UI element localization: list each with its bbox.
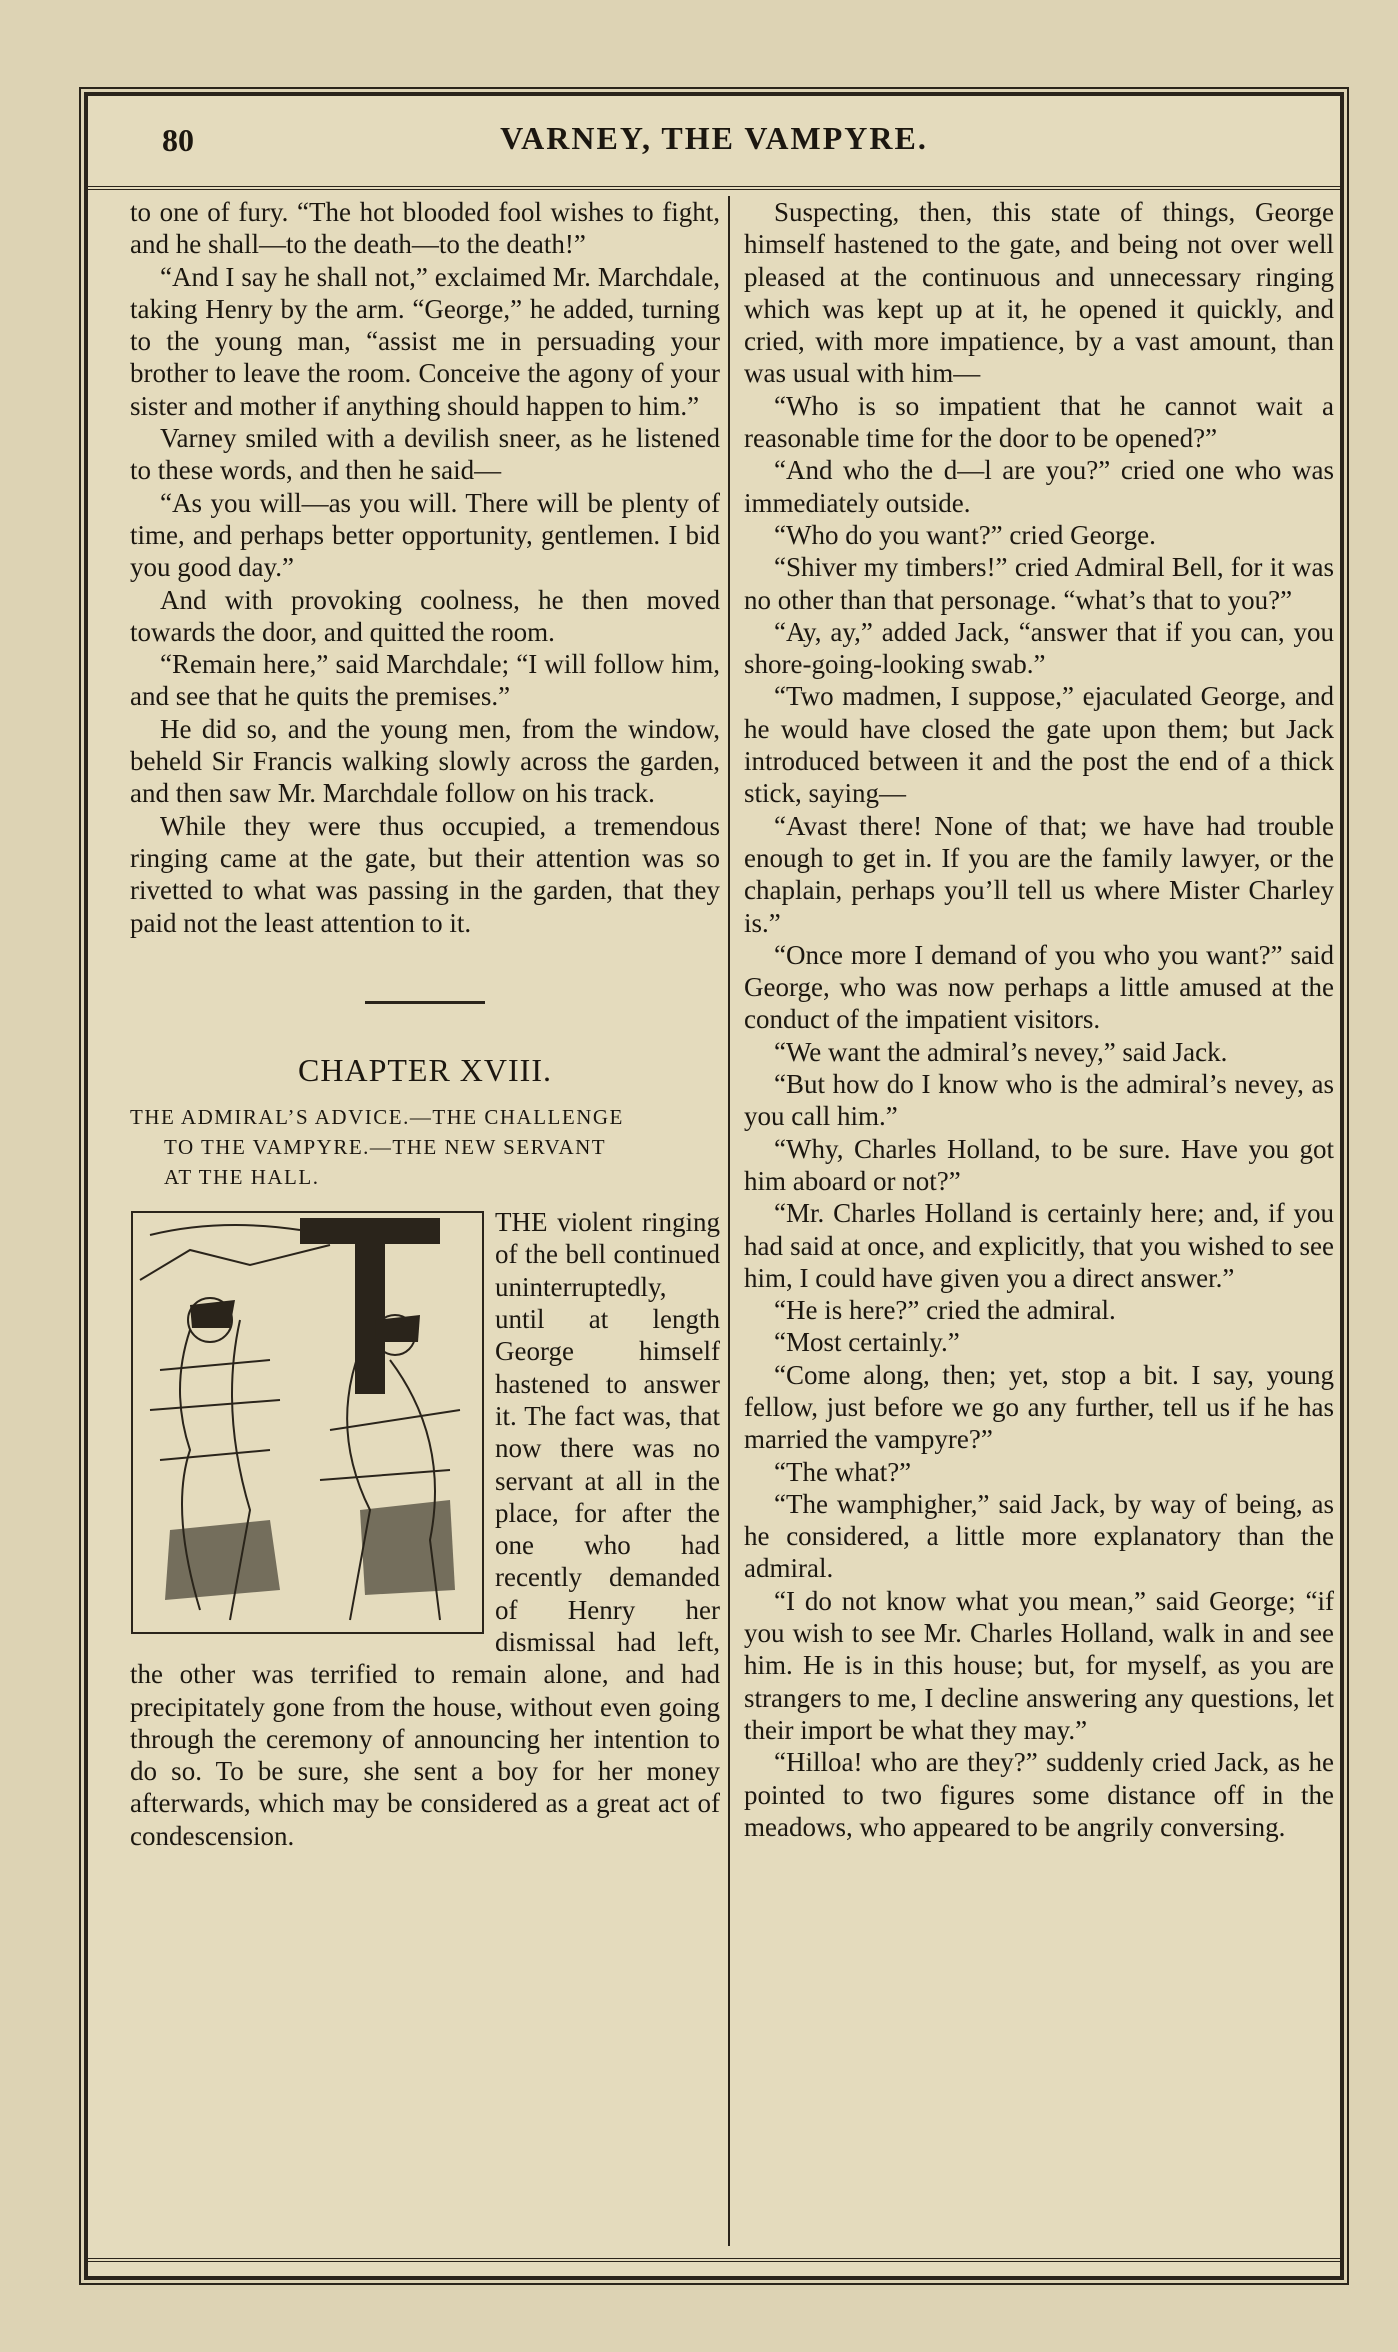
paragraph: “Shiver my timbers!” cried Admiral Bell, for it was no other than that personage. “what’s that to you?” bbox=[744, 552, 1334, 615]
paragraph: “Avast there! None of that; we have had trouble enough to get in. If you are the family lawyer, or the chaplain, perhaps you’ll tell us where Mister Charley is.” bbox=[744, 810, 1334, 938]
paragraph: While they were thus occupied, a tremendous ringing came at the gate, but their attention was so rivetted to what was passing in the garden, that they paid not the least attention to it. bbox=[130, 810, 720, 938]
paragraph: “And I say he shall not,” exclaimed Mr. Marchdale, taking Henry by the arm. “George,” he added, turning to the young man, “assist me in persuading your brother to leave the room. Conceive the agony of your sister and mother if anything should happen to him.” bbox=[130, 261, 720, 421]
paragraph: And with provoking coolness, he then moved towards the door, and quitted the room. bbox=[130, 584, 720, 647]
paragraph: “And who the d—l are you?” cried one who was immediately outside. bbox=[744, 455, 1334, 518]
woodcut-illustration bbox=[130, 1210, 485, 1635]
paragraph: “The what?” bbox=[774, 1456, 912, 1487]
paragraph: “Come along, then; yet, stop a bit. I say, young fellow, just before we go any further, tell us if he has married the vampyre?” bbox=[744, 1359, 1334, 1455]
chapter-opening-paragraph: THE violent ringing of the bell continued uninterruptedly, until at length George himself hastened to answer it. The fact was, that now there was no servant at all in the place, for after the one who had recently demanded of Henry her dismissal had left, the other was terrified to remain alone, and had precipitately gone from the house, without even going through the ceremony of announcing her intention to do so. To be sure, she sent a boy for her money afterwards, which may be considered as a great act of condescension. bbox=[130, 1207, 720, 1851]
paragraph: “Remain here,” said Marchdale; “I will follow him, and see that he quits the premises.” bbox=[130, 649, 720, 712]
paragraph: “Two madmen, I suppose,” ejaculated George, and he would have closed the gate upon them; but Jack introduced between it and the post the end of a thick stick, saying— bbox=[744, 681, 1334, 809]
running-title: VARNEY, THE VAMPYRE. bbox=[500, 120, 928, 156]
chapter-subtitle-line: AT THE HALL. bbox=[164, 1165, 320, 1190]
newspaper-page bbox=[84, 92, 1344, 2280]
page-number: 80 bbox=[162, 122, 194, 158]
paragraph: “We want the admiral’s nevey,” said Jack. bbox=[774, 1036, 1228, 1067]
section-divider bbox=[365, 1001, 485, 1004]
paragraph: “As you will—as you will. There will be plenty of time, and perhaps better opportunity, gentlemen. I bid you good day.” bbox=[130, 487, 720, 583]
chapter-subtitle-line: THE ADMIRAL’S ADVICE.—THE CHALLENGE bbox=[130, 1105, 624, 1130]
paragraph: “Why, Charles Holland, to be sure. Have you got him aboard or not?” bbox=[744, 1133, 1334, 1196]
right-column bbox=[744, 196, 1334, 1843]
paragraph: “He is here?” cried the admiral. bbox=[774, 1295, 1116, 1326]
paragraph: “Who is so impatient that he cannot wait a reasonable time for the door to be opened?” bbox=[744, 390, 1334, 454]
paragraph: “I do not know what you mean,” said George; “if you wish to see Mr. Charles Holland, walk in and see him. He is in this house; but, for myself, as you are strangers to me, I decline answering any questions, let their import be what they may.” bbox=[744, 1585, 1334, 1745]
left-column bbox=[130, 196, 720, 1852]
column-rule bbox=[728, 196, 730, 2246]
paragraph: “Ay, ay,” added Jack, “answer that if you can, you shore-going-looking swab.” bbox=[744, 616, 1334, 680]
paragraph: “The wamphigher,” said Jack, by way of being, as he considered, a little more explanatory than the admiral. bbox=[744, 1488, 1334, 1584]
paragraph: “Mr. Charles Holland is certainly here; and, if you had said at once, and explicitly, that you wished to see him, I could have given you a direct answer.” bbox=[744, 1198, 1334, 1293]
chapter-subtitle bbox=[130, 1102, 720, 1192]
paragraph: to one of fury. “The hot blooded fool wishes to fight, and he shall—to the death—to the death!” bbox=[130, 197, 720, 260]
paragraph: Varney smiled with a devilish sneer, as he listened to these words, and then he said— bbox=[130, 423, 720, 486]
paragraph: “Most certainly.” bbox=[774, 1327, 960, 1358]
paragraph: Suspecting, then, this state of things, George himself hastened to the gate, and being not over well pleased at the continuous and unnecessary ringing which was kept up at it, he opened it quickly, and cried, with more impatience, by a vast amount, than was usual with him— bbox=[744, 197, 1334, 389]
chapter-subtitle-line: TO THE VAMPYRE.—THE NEW SERVANT bbox=[164, 1135, 607, 1160]
woodcut-initial-T-icon bbox=[130, 1210, 485, 1635]
paragraph: He did so, and the young men, from the window, beheld Sir Francis walking slowly across the garden, and then saw Mr. Marchdale follow on his track. bbox=[130, 713, 720, 809]
paragraph: “Once more I demand of you who you want?” said George, who was now perhaps a little amused at the conduct of the impatient visitors. bbox=[744, 939, 1334, 1035]
bottom-rule bbox=[88, 2258, 1340, 2276]
paragraph: “But how do I know who is the admiral’s nevey, as you call him.” bbox=[744, 1069, 1334, 1132]
page-header bbox=[88, 96, 1340, 190]
chapter-title: CHAPTER XVIII. bbox=[298, 1051, 552, 1088]
paragraph: “Hilloa! who are they?” suddenly cried Jack, as he pointed to two figures some distance off in the meadows, who appeared to be angrily conversing. bbox=[744, 1747, 1334, 1842]
paragraph: “Who do you want?” cried George. bbox=[774, 519, 1156, 550]
